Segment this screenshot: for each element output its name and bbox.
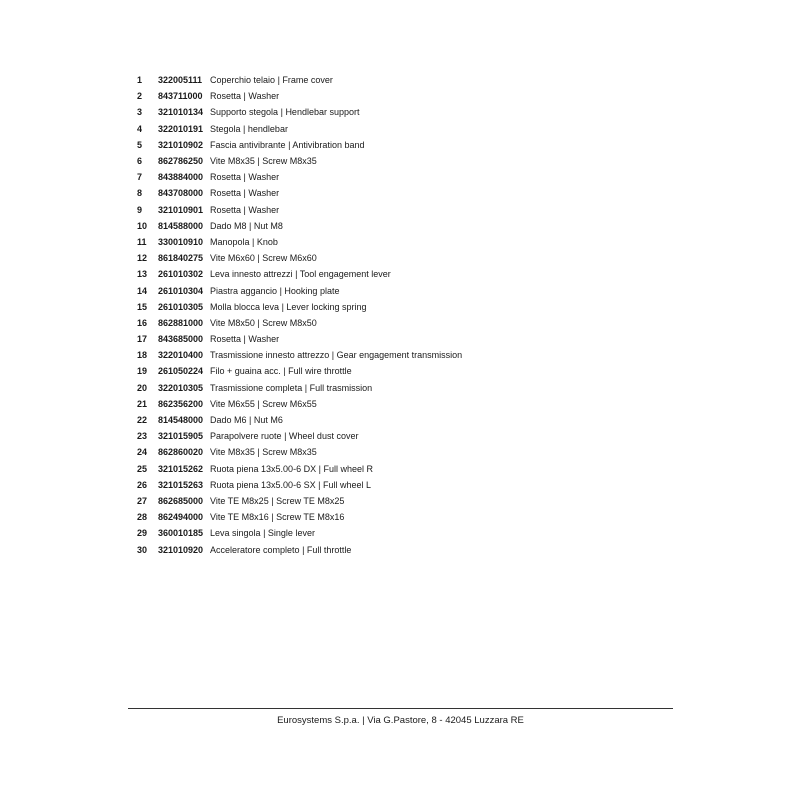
separator: | xyxy=(243,204,246,215)
part-number: 12 xyxy=(137,253,148,264)
part-name-en: Nut M6 xyxy=(253,415,283,426)
part-description xyxy=(210,318,697,328)
part-number: 9 xyxy=(137,204,143,215)
part-name-it: Manopola xyxy=(210,236,250,247)
separator: | xyxy=(257,447,260,458)
separator: | xyxy=(279,285,282,296)
part-code: 330010910 xyxy=(158,236,204,247)
part-name-it: Ruota piena 13x5.00-6 DX xyxy=(210,463,317,474)
part-name-en: Hendlebar support xyxy=(285,107,360,118)
part-name-en: Washer xyxy=(248,188,280,199)
part-description xyxy=(210,237,697,247)
part-code: 322010400 xyxy=(158,350,204,361)
part-name-it: Vite M8x35 xyxy=(210,447,255,458)
part-code: 843711000 xyxy=(158,91,203,102)
part-description xyxy=(210,156,697,166)
part-code: 321015905 xyxy=(158,431,204,442)
separator: | xyxy=(257,253,260,264)
part-number: 25 xyxy=(137,463,148,474)
part-number: 20 xyxy=(137,382,148,393)
part-row xyxy=(137,477,697,493)
separator: | xyxy=(295,269,298,280)
part-number: 18 xyxy=(137,350,148,361)
part-number: 11 xyxy=(137,236,147,247)
part-description xyxy=(210,107,697,117)
part-number: 3 xyxy=(137,107,143,118)
part-name-en: Screw M8x35 xyxy=(262,156,317,167)
part-name-it: Rosetta xyxy=(210,91,242,102)
part-row xyxy=(137,363,697,379)
part-name-en: Full wheel L xyxy=(322,479,371,490)
parts-list xyxy=(137,72,697,558)
part-row xyxy=(137,525,697,541)
separator: | xyxy=(304,382,308,393)
separator: | xyxy=(243,172,246,183)
part-row xyxy=(137,461,697,477)
part-code: 321015263 xyxy=(158,479,204,490)
part-code: 814588000 xyxy=(158,220,204,231)
part-name-en: Washer xyxy=(248,172,280,183)
part-name-it: Dado M6 xyxy=(210,415,247,426)
part-name-en: Knob xyxy=(256,236,278,247)
part-name-it: Molla blocca leva xyxy=(210,301,280,312)
part-name-en: Full throttle xyxy=(306,544,352,555)
part-name-it: Filo + guaina acc. xyxy=(210,366,281,377)
separator: | xyxy=(318,463,321,474)
part-row xyxy=(137,541,697,557)
part-code: 321010901 xyxy=(158,204,204,215)
footer-company: Eurosystems S.p.a. xyxy=(277,715,360,726)
part-description xyxy=(210,172,697,182)
separator: | xyxy=(243,334,246,345)
separator: | xyxy=(280,107,283,118)
part-row xyxy=(137,282,697,298)
part-name-it: Acceleratore completo xyxy=(210,544,300,555)
separator: | xyxy=(271,495,274,506)
part-description xyxy=(210,188,697,198)
separator: | xyxy=(249,415,252,426)
part-code: 843685000 xyxy=(158,334,204,345)
part-name-en: Full wire throttle xyxy=(288,366,352,377)
part-description xyxy=(210,447,697,457)
separator: | xyxy=(249,220,252,231)
footer-divider xyxy=(128,708,673,709)
part-name-it: Rosetta xyxy=(210,204,242,215)
part-number: 16 xyxy=(137,317,148,328)
separator: | xyxy=(271,512,274,523)
part-number: 17 xyxy=(137,334,148,345)
part-description xyxy=(210,496,697,506)
part-row xyxy=(137,202,697,218)
part-code: 843884000 xyxy=(158,172,204,183)
separator: | xyxy=(257,398,260,409)
separator: | xyxy=(284,431,287,442)
part-description xyxy=(210,205,697,215)
part-row xyxy=(137,121,697,137)
separator: | xyxy=(277,75,280,86)
part-name-en: Washer xyxy=(248,204,280,215)
part-name-it: Vite M6x55 xyxy=(210,398,255,409)
part-code: 862786250 xyxy=(158,156,204,167)
part-name-en: Screw M8x35 xyxy=(262,447,317,458)
separator: | xyxy=(331,350,335,361)
part-name-en: Lever locking spring xyxy=(286,301,367,312)
part-number: 6 xyxy=(137,156,143,167)
separator: | xyxy=(288,139,291,150)
part-code: 261010305 xyxy=(158,301,204,312)
separator: | xyxy=(243,188,246,199)
part-code: 261010304 xyxy=(158,285,204,296)
part-name-en: Single lever xyxy=(267,528,315,539)
part-description xyxy=(210,302,697,312)
part-description xyxy=(210,140,697,150)
part-description xyxy=(210,545,697,555)
separator: | xyxy=(257,156,260,167)
part-number: 1 xyxy=(137,75,143,86)
part-row xyxy=(137,250,697,266)
part-name-it: Vite M6x60 xyxy=(210,253,255,264)
part-code: 862860020 xyxy=(158,447,204,458)
part-name-en: Wheel dust cover xyxy=(288,431,359,442)
part-description xyxy=(210,221,697,231)
part-row xyxy=(137,169,697,185)
part-description xyxy=(210,334,697,344)
separator: | xyxy=(283,366,286,377)
part-name-en: Screw TE M8x16 xyxy=(276,512,345,523)
part-code: 862494000 xyxy=(158,512,204,523)
part-row xyxy=(137,444,697,460)
part-description xyxy=(210,75,697,85)
part-number: 28 xyxy=(137,512,148,523)
part-name-en: Gear engagement transmission xyxy=(336,350,463,361)
part-name-en: Washer xyxy=(248,91,280,102)
part-name-it: Vite TE M8x25 xyxy=(210,495,269,506)
part-name-en: Full trasmission xyxy=(309,382,373,393)
part-row xyxy=(137,185,697,201)
part-code: 814548000 xyxy=(158,415,204,426)
part-code: 322010191 xyxy=(158,123,204,134)
part-name-en: Washer xyxy=(248,334,280,345)
part-row xyxy=(137,347,697,363)
part-name-it: Rosetta xyxy=(210,334,242,345)
part-name-en: Screw M6x55 xyxy=(262,398,317,409)
part-row xyxy=(137,234,697,250)
part-row xyxy=(137,412,697,428)
part-number: 13 xyxy=(137,269,148,280)
part-name-it: Leva innesto attrezzi xyxy=(210,269,293,280)
part-row xyxy=(137,396,697,412)
part-row xyxy=(137,428,697,444)
part-description xyxy=(210,91,697,101)
separator: | xyxy=(302,544,305,555)
part-code: 261010302 xyxy=(158,269,204,280)
part-description xyxy=(210,415,697,425)
part-row xyxy=(137,493,697,509)
part-number: 15 xyxy=(137,301,148,312)
part-name-it: Supporto stegola xyxy=(210,107,279,118)
part-description xyxy=(210,480,697,490)
part-number: 10 xyxy=(137,220,148,231)
part-description xyxy=(210,464,697,474)
part-name-en: Antivibration band xyxy=(292,139,365,150)
part-name-it: Rosetta xyxy=(210,172,242,183)
part-code: 321010920 xyxy=(158,544,204,555)
part-name-it: Rosetta xyxy=(210,188,242,199)
part-row xyxy=(137,509,697,525)
footer-separator: | xyxy=(362,715,365,726)
part-name-it: Parapolvere ruote xyxy=(210,431,282,442)
part-description xyxy=(210,431,697,441)
part-code: 321015262 xyxy=(158,463,204,474)
footer-address: Via G.Pastore, 8 - 42045 Luzzara RE xyxy=(367,715,524,726)
part-name-en: Frame cover xyxy=(282,75,333,86)
part-description xyxy=(210,269,697,279)
part-description xyxy=(210,350,697,360)
part-row xyxy=(137,331,697,347)
part-code: 862356200 xyxy=(158,398,204,409)
part-description xyxy=(210,512,697,522)
part-number: 24 xyxy=(137,447,148,458)
part-number: 29 xyxy=(137,528,148,539)
part-number: 8 xyxy=(137,188,143,199)
part-row xyxy=(137,380,697,396)
part-name-it: Vite TE M8x16 xyxy=(210,512,269,523)
part-number: 7 xyxy=(137,172,143,183)
part-row xyxy=(137,137,697,153)
part-name-it: Dado M8 xyxy=(210,220,247,231)
part-name-en: Nut M8 xyxy=(253,220,283,231)
part-name-it: Ruota piena 13x5.00-6 SX xyxy=(210,479,316,490)
part-row xyxy=(137,299,697,315)
separator: | xyxy=(252,236,255,247)
part-name-en: Screw M8x50 xyxy=(262,317,317,328)
part-name-it: Trasmissione innesto attrezzo xyxy=(210,350,330,361)
separator: | xyxy=(257,317,260,328)
part-name-it: Stegola xyxy=(210,123,241,134)
part-code: 322005111 xyxy=(158,75,203,86)
part-name-en: Full wheel R xyxy=(323,463,373,474)
separator: | xyxy=(243,123,246,134)
part-description xyxy=(210,399,697,409)
part-number: 22 xyxy=(137,415,148,426)
part-row xyxy=(137,153,697,169)
part-number: 23 xyxy=(137,431,148,442)
part-number: 27 xyxy=(137,495,148,506)
part-name-it: Vite M8x50 xyxy=(210,317,255,328)
part-name-en: Screw TE M8x25 xyxy=(276,495,345,506)
part-number: 21 xyxy=(137,398,148,409)
part-number: 19 xyxy=(137,366,148,377)
separator: | xyxy=(243,91,246,102)
part-number: 2 xyxy=(137,91,143,102)
part-number: 14 xyxy=(137,285,148,296)
part-code: 322010305 xyxy=(158,382,204,393)
part-row xyxy=(137,218,697,234)
part-row xyxy=(137,88,697,104)
part-number: 30 xyxy=(137,544,148,555)
part-name-it: Fascia antivibrante xyxy=(210,139,286,150)
part-code: 861840275 xyxy=(158,253,204,264)
part-name-en: Hooking plate xyxy=(284,285,340,296)
part-name-it: Vite M8x35 xyxy=(210,156,255,167)
part-row xyxy=(137,104,697,120)
part-code: 843708000 xyxy=(158,188,204,199)
part-name-en: Screw M6x60 xyxy=(262,253,317,264)
part-number: 4 xyxy=(137,123,143,134)
part-description xyxy=(210,286,697,296)
footer xyxy=(128,715,673,726)
part-description xyxy=(210,124,697,134)
part-row xyxy=(137,315,697,331)
part-description xyxy=(210,253,697,263)
separator: | xyxy=(281,301,284,312)
part-name-it: Piastra aggancio xyxy=(210,285,278,296)
part-name-it: Coperchio telaio xyxy=(210,75,276,86)
part-name-en: hendlebar xyxy=(247,123,288,134)
part-name-en: Tool engagement lever xyxy=(299,269,391,280)
part-code: 321010902 xyxy=(158,139,204,150)
part-name-it: Trasmissione completa xyxy=(210,382,303,393)
separator: | xyxy=(263,528,266,539)
part-code: 862685000 xyxy=(158,495,204,506)
part-name-it: Leva singola xyxy=(210,528,261,539)
part-description xyxy=(210,383,697,393)
part-description xyxy=(210,366,697,376)
part-code: 321010134 xyxy=(158,107,204,118)
part-code: 360010185 xyxy=(158,528,204,539)
part-number: 26 xyxy=(137,479,148,490)
part-code: 261050224 xyxy=(158,366,204,377)
part-code: 862881000 xyxy=(158,317,204,328)
part-number: 5 xyxy=(137,139,143,150)
separator: | xyxy=(318,479,321,490)
part-row xyxy=(137,266,697,282)
part-row xyxy=(137,72,697,88)
part-description xyxy=(210,528,697,538)
